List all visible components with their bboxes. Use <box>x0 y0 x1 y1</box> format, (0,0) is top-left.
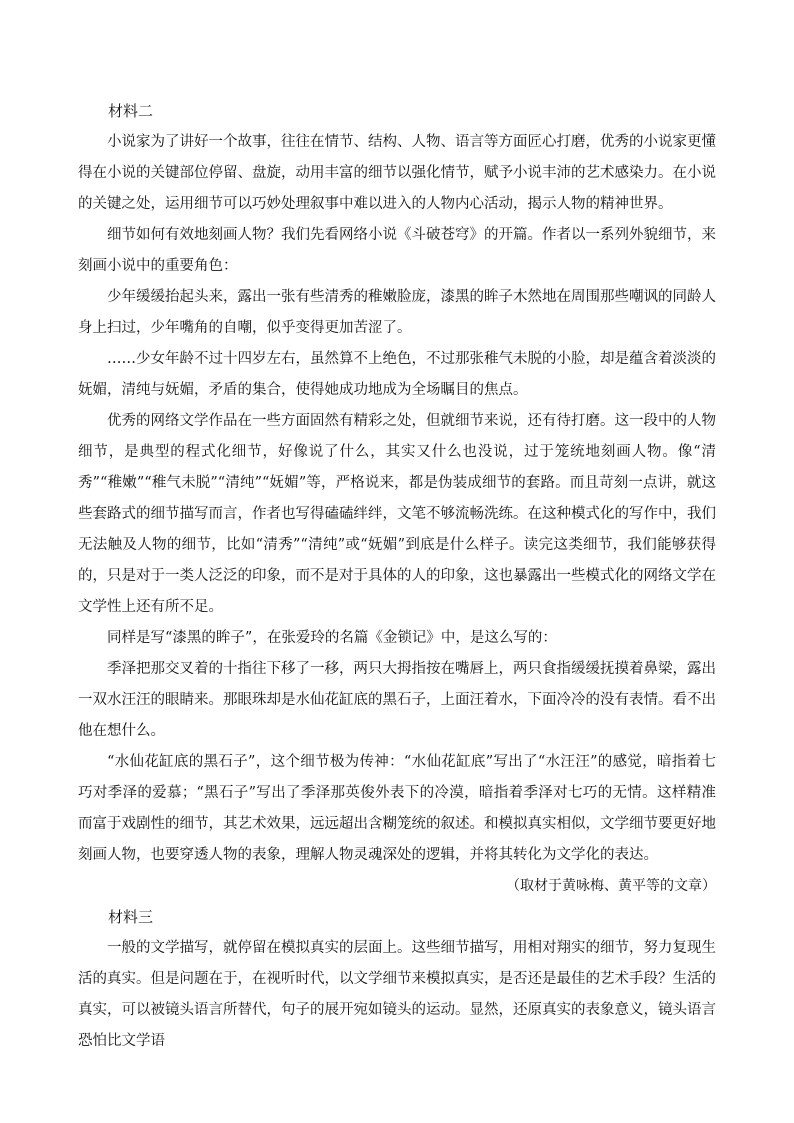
section-heading-material-3: 材料三 <box>108 908 154 926</box>
paragraph: 优秀的网络文学作品在一些方面固然有精彩之处，但就细节来说，还有待打磨。这一段中的人物细节，是典型的程式化细节，好像说了什么，其实又什么也没说，过于笼统地刻画人物。像“清秀”“稚嫩”“稚气未脱”“清纯”“妩媚”等，严格说来，都是伪装成细节的套路。而且苛刻一点讲，就这些套路式的细节描写而言，作者也写得磕磕绊绊，文笔不够流畅洗练。在这种模式化的写作中，我们无法触及人物的细节，比如“清秀”“清纯”或“妩媚”到底是什么样子。读完这类细节，我们能够获得的，只是对于一类人泛泛的印象，而不是对于具体的人的印象，这也暴露出一些模式化的网络文学在文学性上还有所不足。 <box>78 413 716 615</box>
paragraph: 细节如何有效地刻画人物？我们先看网络小说《斗破苍穹》的开篇。作者以一系列外貌细节，来刻画小说中的重要角色： <box>78 227 716 274</box>
paragraph: 一般的文学描写，就停留在模拟真实的层面上。这些细节描写，用相对翔实的细节，努力复现生活的真实。但是问题在于，在视听时代，以文学细节来模拟真实，是否还是最佳的艺术手段？生活的真实，可以被镜头语言所替代，句子的展开宛如镜头的运动。显然，还原真实的表象意义，镜头语言恐怕比文学语 <box>78 940 716 1049</box>
section-heading-material-2: 材料二 <box>108 102 154 120</box>
quote-paragraph: ……少女年龄不过十四岁左右，虽然算不上绝色，不过那张稚气未脱的小脸，却是蕴含着淡淡的妩媚，清纯与妩媚，矛盾的集合，使得她成功地成为全场瞩目的焦点。 <box>78 351 716 398</box>
source-attribution: （取材于黄咏梅、黄平等的文章） <box>506 878 716 894</box>
paragraph: “水仙花缸底的黑石子”，这个细节极为传神：“水仙花缸底”写出了“水汪汪”的感觉，暗指着七巧对季泽的爱慕；“黑石子”写出了季泽那英俊外表下的冷漠，暗指着季泽对七巧的无情。这样精准而富于戏剧性的细节，其艺术效果，远远超出含糊笼统的叙述。和模拟真实相似，文学细节要更好地刻画人物，也要穿透人物的表象，理解人物灵魂深处的逻辑，并将其转化为文学化的表达。 <box>78 754 716 863</box>
paragraph: 同样是写“漆黑的眸子”，在张爱玲的名篇《金锁记》中，是这么写的： <box>107 630 557 646</box>
quote-paragraph: 季泽把那交叉着的十指往下移了一移，两只大拇指按在嘴唇上，两只食指缓缓抚摸着鼻梁，露出一双水汪汪的眼睛来。那眼珠却是水仙花缸底的黑石子，上面汪着水，下面冷冷的没有表情。看不出他在想什么。 <box>78 661 716 739</box>
paragraph: 小说家为了讲好一个故事，往往在情节、结构、人物、语言等方面匠心打磨，优秀的小说家更懂得在小说的关键部位停留、盘旋，动用丰富的细节以强化情节，赋予小说丰沛的艺术感染力。在小说的关键之处，运用细节可以巧妙处理叙事中难以进入的人物内心活动，揭示人物的精神世界。 <box>78 134 716 212</box>
quote-paragraph: 少年缓缓抬起头来，露出一张有些清秀的稚嫩脸庞，漆黑的眸子木然地在周围那些嘲讽的同龄人身上扫过，少年嘴角的自嘲，似乎变得更加苦涩了。 <box>78 289 716 336</box>
